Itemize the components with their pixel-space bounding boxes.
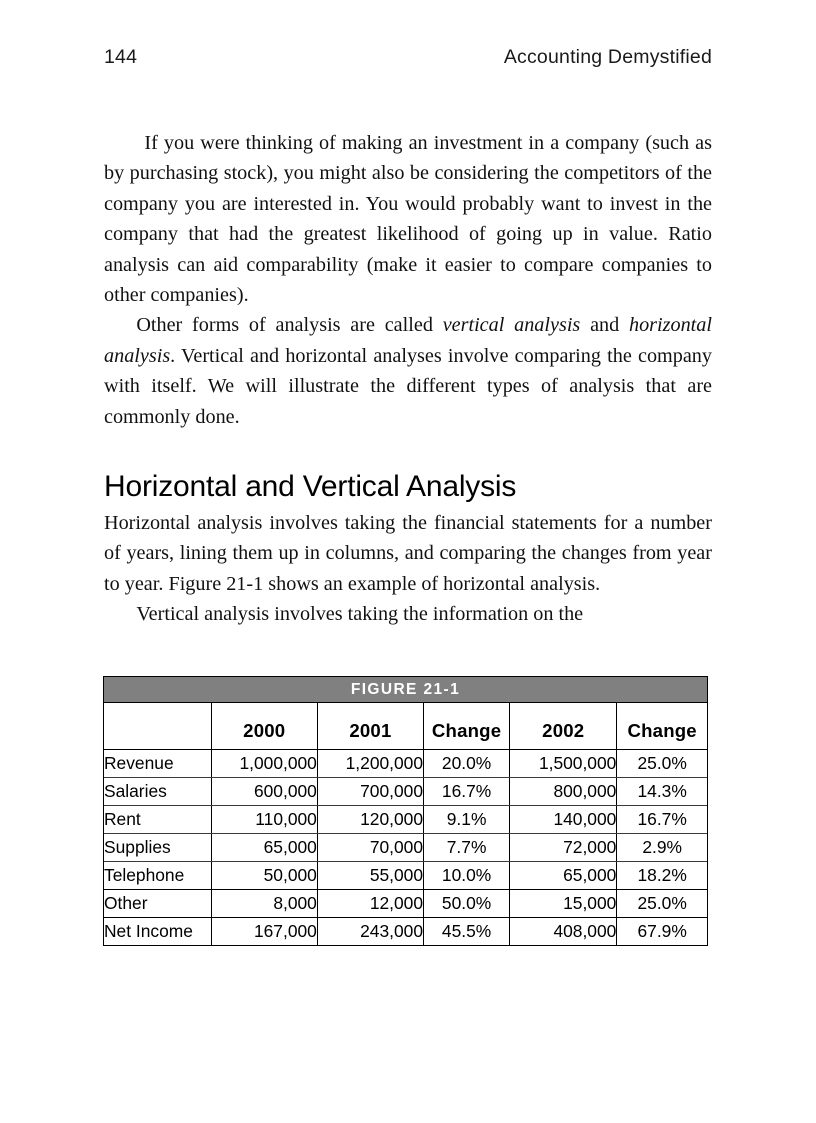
figure-21-1: [103, 676, 708, 946]
paragraph-horizontal-analysis: Horizontal analysis involves taking the financial statements for a number of years, lining them up in columns, and comparing the changes from year to year. Figure 21-1 shows an example of horizontal analysis.: [104, 512, 712, 595]
column-header-change-2: Change: [617, 703, 707, 749]
cell-change-2: 18.2%: [617, 861, 707, 889]
cell-2001: 55,000: [317, 861, 423, 889]
cell-2000: 110,000: [211, 805, 317, 833]
column-header-2002: 2002: [510, 703, 617, 749]
cell-2000: 167,000: [211, 917, 317, 945]
cell-change-1: 16.7%: [424, 777, 510, 805]
table-body: [104, 749, 707, 945]
para2-mid: and: [580, 314, 629, 337]
paragraph-other-forms: [104, 310, 712, 432]
term-horizontal-analysis: horizontal analysis: [104, 314, 712, 367]
cell-2002: 1,500,000: [510, 749, 617, 777]
row-label: Rent: [104, 805, 211, 833]
cell-2001: 120,000: [317, 805, 423, 833]
row-label: Telephone: [104, 861, 211, 889]
cell-2001: 1,200,000: [317, 749, 423, 777]
cell-2000: 8,000: [211, 889, 317, 917]
cell-2000: 1,000,000: [211, 749, 317, 777]
cell-2001: 12,000: [317, 889, 423, 917]
book-title: Accounting Demystified: [503, 46, 712, 68]
text-column-top: [104, 128, 712, 432]
cell-2001: 243,000: [317, 917, 423, 945]
cell-2002: 65,000: [510, 861, 617, 889]
table-row: [104, 889, 707, 917]
column-header-blank: [104, 703, 211, 749]
cell-2001: 70,000: [317, 833, 423, 861]
running-header: [104, 46, 712, 76]
row-label: Net Income: [104, 920, 193, 941]
section-heading-wrap: [104, 470, 712, 504]
cell-change-2: 16.7%: [617, 805, 707, 833]
term-vertical-analysis: vertical analysis: [442, 314, 581, 337]
figure-caption: FIGURE 21-1: [104, 677, 707, 703]
column-header-2000: 2000: [211, 703, 317, 749]
table-row: [104, 805, 707, 833]
cell-2000: 50,000: [211, 861, 317, 889]
cell-change-2: 67.9%: [617, 917, 707, 945]
table-row: [104, 777, 707, 805]
cell-2002: 72,000: [510, 833, 617, 861]
page-number: 144: [104, 46, 138, 68]
table-row: [104, 917, 707, 945]
table-header-row: [104, 703, 707, 749]
para2-tail: . Vertical and horizontal analyses involve comparing the company with itself. We will illustrate the different types of analysis that are commonly done.: [104, 344, 712, 428]
paragraph-investment: If you were thinking of making an investment in a company (such as by purchasing stock), you might also be considering the competitors of the company you are interested in. You would probably want to invest in the company that had the greatest likelihood of going up in value. Ratio analysis can aid comparability (make it easier to compare companies to other companies).: [104, 132, 712, 307]
para2-lead: Other forms of analysis are called: [136, 314, 443, 337]
cell-2000: 600,000: [211, 777, 317, 805]
row-label: Other: [104, 889, 211, 917]
column-header-2001: 2001: [317, 703, 423, 749]
text-column-bottom: [104, 508, 712, 630]
cell-2002: 15,000: [510, 889, 617, 917]
cell-change-1: 45.5%: [424, 917, 510, 945]
cell-change-2: 25.0%: [617, 889, 707, 917]
cell-change-2: 2.9%: [617, 833, 707, 861]
cell-2000: 65,000: [211, 833, 317, 861]
row-label: Supplies: [104, 833, 211, 861]
row-label: Revenue: [104, 749, 211, 777]
cell-change-1: 50.0%: [424, 889, 510, 917]
section-heading-horizontal-vertical-analysis: Horizontal and Vertical Analysis: [104, 470, 517, 503]
cell-2002: 800,000: [510, 777, 617, 805]
paragraph-vertical-analysis: Vertical analysis involves taking the information on the: [136, 603, 584, 626]
horizontal-analysis-table: [104, 703, 707, 945]
table-row: [104, 861, 707, 889]
column-header-change-1: Change: [424, 703, 510, 749]
row-label: Salaries: [104, 777, 211, 805]
cell-2002: 408,000: [510, 917, 617, 945]
cell-change-2: 14.3%: [617, 777, 707, 805]
cell-change-1: 10.0%: [424, 861, 510, 889]
cell-change-1: 20.0%: [424, 749, 510, 777]
cell-2001: 700,000: [317, 777, 423, 805]
table-row: [104, 749, 707, 777]
table-row: [104, 833, 707, 861]
cell-2002: 140,000: [510, 805, 617, 833]
cell-change-1: 9.1%: [424, 805, 510, 833]
cell-change-2: 25.0%: [617, 749, 707, 777]
cell-change-1: 7.7%: [424, 833, 510, 861]
